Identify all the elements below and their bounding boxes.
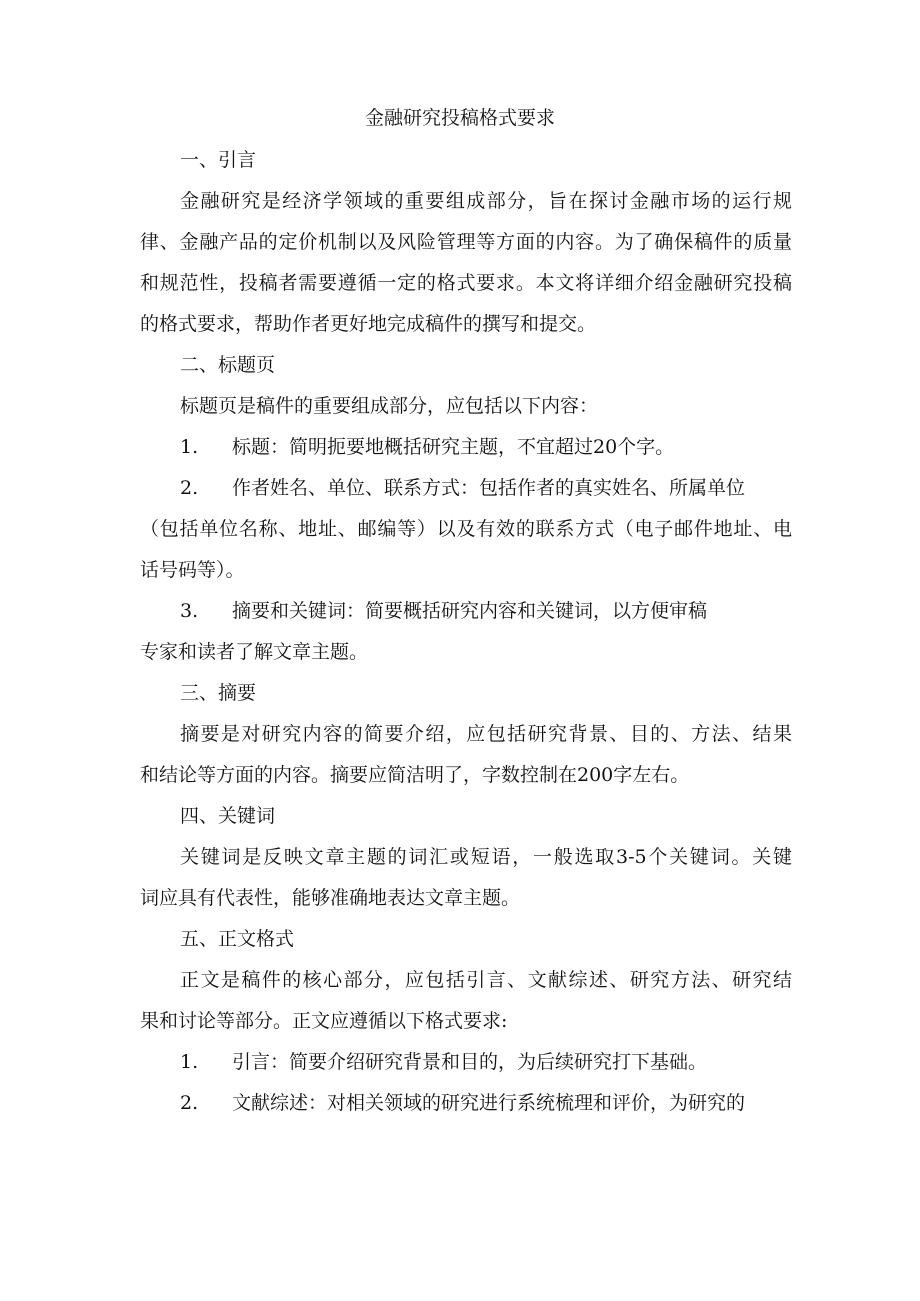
section-heading: 五、正文格式 [180, 928, 295, 950]
list-number: 2. [180, 1092, 199, 1114]
list-text: 文献综述：对相关领域的研究进行系统梳理和评价，为研究的 [232, 1092, 746, 1114]
section-heading: 二、标题页 [180, 354, 276, 376]
list-text: 引言：简要介绍研究背景和目的，为后续研究打下基础。 [232, 1051, 708, 1073]
paragraph-line: 金融研究是经济学领域的重要组成部分，旨在探讨金融市场的运行规 [180, 190, 792, 212]
list-text: 摘要和关键词：简要概括研究内容和关键词，以方便审稿 [232, 600, 708, 622]
paragraph-line: 标题页是稿件的重要组成部分，应包括以下内容： [180, 395, 599, 417]
paragraph-line: 摘要是对研究内容的简要介绍，应包括研究背景、目的、方法、结果 [180, 723, 792, 745]
document-title: 金融研究投稿格式要求 [364, 107, 555, 129]
list-number: 3. [180, 600, 199, 622]
list-text: 标题：简明扼要地概括研究主题，不宜超过20个字。 [232, 436, 675, 458]
paragraph-line: 专家和读者了解文章主题。 [140, 641, 369, 663]
paragraph-line: （包括单位名称、地址、邮编等）以及有效的联系方式（电子邮件地址、电 [140, 518, 792, 540]
paragraph-line: 的格式要求，帮助作者更好地完成稿件的撰写和提交。 [140, 313, 597, 335]
list-item [180, 1089, 745, 1117]
list-item [180, 597, 707, 625]
list-text: 作者姓名、单位、联系方式：包括作者的真实姓名、所属单位 [232, 477, 746, 499]
list-item [180, 433, 674, 461]
section-heading: 一、引言 [180, 149, 257, 171]
list-item [180, 1048, 707, 1076]
list-number: 2. [180, 477, 199, 499]
section-heading: 四、关键词 [180, 805, 276, 827]
paragraph-line: 词应具有代表性，能够准确地表达文章主题。 [140, 887, 521, 909]
paragraph-line: 正文是稿件的核心部分，应包括引言、文献综述、研究方法、研究结 [180, 969, 792, 991]
list-number: 1. [180, 1051, 199, 1073]
paragraph-line: 话号码等）。 [140, 559, 245, 581]
paragraph-line: 律、金融产品的定价机制以及风险管理等方面的内容。为了确保稿件的质量 [140, 231, 792, 253]
list-item [180, 474, 745, 502]
paragraph-line: 和结论等方面的内容。摘要应简洁明了，字数控制在200字左右。 [140, 764, 690, 786]
paragraph-line: 和规范性，投稿者需要遵循一定的格式要求。本文将详细介绍金融研究投稿 [140, 272, 792, 294]
paragraph-line: 果和讨论等部分。正文应遵循以下格式要求: [140, 1010, 508, 1032]
list-number: 1. [180, 436, 199, 458]
paragraph-line: 关键词是反映文章主题的词汇或短语，一般选取3-5个关键词。关键 [180, 846, 792, 868]
section-heading: 三、摘要 [180, 682, 257, 704]
